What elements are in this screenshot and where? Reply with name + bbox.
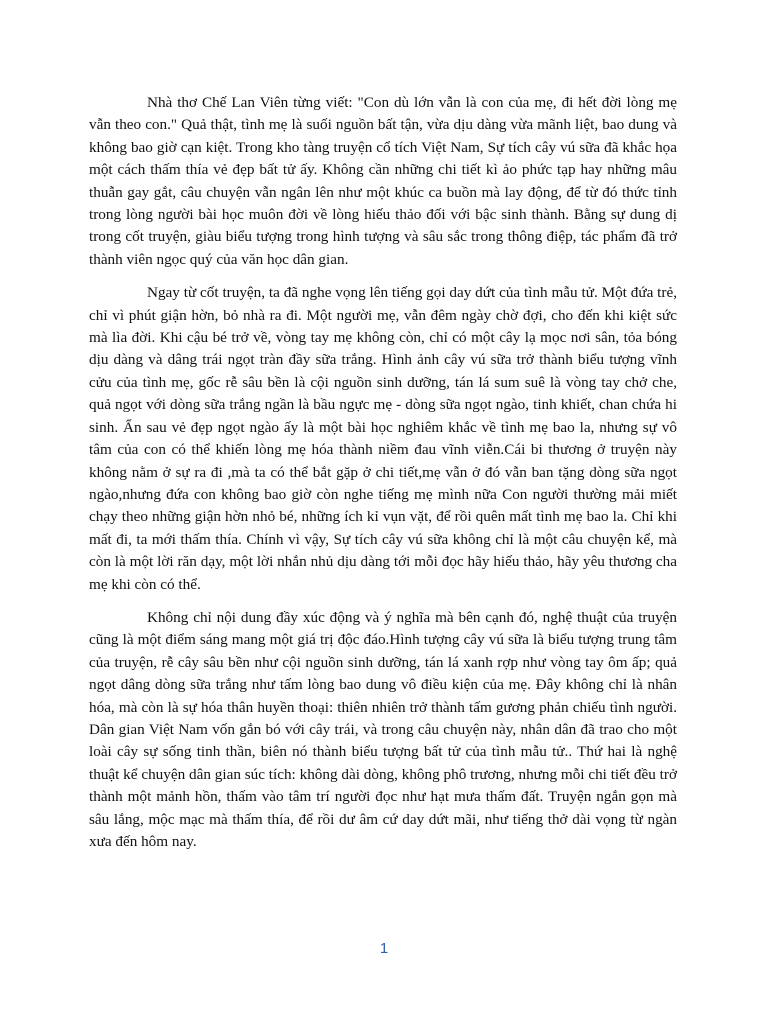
paragraph-plot: Ngay từ cốt truyện, ta đã nghe vọng lên tiếng gọi day dứt của tình mẫu tử. Một đứa trẻ, chỉ vì phút giận hờn, bỏ nhà ra đi. Một người mẹ, vẫn đêm ngày chờ đợi, cho đến khi kiệt sức mà lìa đời. Khi cậu bé trở về, vòng tay mẹ không còn, chỉ có một cây lạ mọc nơi sân, tỏa bóng dịu dàng và dâng trái ngọt tràn đầy sữa trắng. Hình ảnh cây vú sữa trở thành biểu tượng vĩnh cửu của tình mẹ, gốc rễ sâu bền là cội nguồn sinh dưỡng, tán lá sum suê là vòng tay chở che, quả ngọt với dòng sữa trắng ngần là bầu ngực mẹ - dòng sữa ngọt ngào, tinh khiết, chan chứa hi sinh. Ẩn sau vẻ đẹp ngọt ngào ấy là một bài học nghiêm khắc về tình mẹ bao la, nhưng sự vô tâm của con có thể khiến lòng mẹ hóa thành niềm đau vĩnh viễn.Cái bi thương ở truyện này không nằm ở sự ra đi ,mà ta có thể bắt gặp ở chi tiết,mẹ vẫn ở đó vẫn ban tặng dòng sữa ngọt ngào,nhưng đứa con không bao giờ còn nghe tiếng mẹ mình nữa Con người thường mải miết chạy theo những giận hờn nhỏ bé, những ích kỉ vụn vặt, để rồi quên mất tình mẹ bao la. Chỉ khi mất đi, ta mới thấm thía. Chính vì vậy, Sự tích cây vú sữa không chỉ là một câu chuyện kể, mà còn là một lời răn dạy, một lời nhắn nhủ dịu dàng tới mỗi đọc hãy hiếu thảo, hãy yêu thương cha mẹ khi còn có thể. <box>89 284 677 593</box>
document-body <box>89 92 677 864</box>
page-number: 1 <box>379 940 389 957</box>
paragraph-art: Không chỉ nội dung đầy xúc động và ý nghĩa mà bên cạnh đó, nghệ thuật của truyện cũng là một điểm sáng mang một giá trị độc đáo.Hình tượng cây vú sữa là biểu tượng trung tâm của truyện, rễ cây sâu bền như cội nguồn sinh dưỡng, tán lá xanh rợp như vòng tay ôm ấp; quả ngọt dâng dòng sữa trắng như tấm lòng bao dung vô điều kiện của mẹ. Đây không chỉ là nhân hóa, mà còn là sự hóa thân huyền thoại: thiên nhiên trở thành tấm gương phản chiếu tình người. Dân gian Việt Nam vốn gắn bó với cây trái, và trong câu chuyện này, nhân dân đã trao cho một loài cây sự sống tinh thần, biên nó thành biểu tượng bất tử của tình mẫu tử.. Thứ hai là nghệ thuật kể chuyện dân gian súc tích: không dài dòng, không phô trương, nhưng mỗi chi tiết đều trở thành một mảnh hồn, thấm vào tâm trí người đọc như hạt mưa thấm đất. Truyện ngắn gọn mà sâu lắng, mộc mạc mà thấm thía, để rồi dư âm cứ day dứt mãi, như tiếng thở dài vọng từ ngàn xưa đến hôm nay. <box>89 608 677 850</box>
paragraph-intro: Nhà thơ Chế Lan Viên từng viết: "Con dù lớn vẫn là con của mẹ, đi hết đời lòng mẹ vẫn theo con." Quả thật, tình mẹ là suối nguồn bất tận, vừa dịu dàng vừa mãnh liệt, bao dung và không bao giờ cạn kiệt. Trong kho tàng truyện cổ tích Việt Nam, Sự tích cây vú sữa đã khắc họa một cách thấm thía vẻ đẹp bất tử ấy. Không cần những chi tiết kì ảo phức tạp hay những mâu thuẫn gay gắt, câu chuyện vẫn ngân lên như một khúc ca buồn mà lay động, để từ đó thức tỉnh trong lòng người bài học muôn đời về lòng hiếu thảo đối với bậc sinh thành. Bằng sự dung dị trong cốt truyện, giàu biểu tượng trong hình tượng và sâu sắc trong thông điệp, tác phẩm đã trở thành viên ngọc quý của văn học dân gian. <box>89 94 677 268</box>
